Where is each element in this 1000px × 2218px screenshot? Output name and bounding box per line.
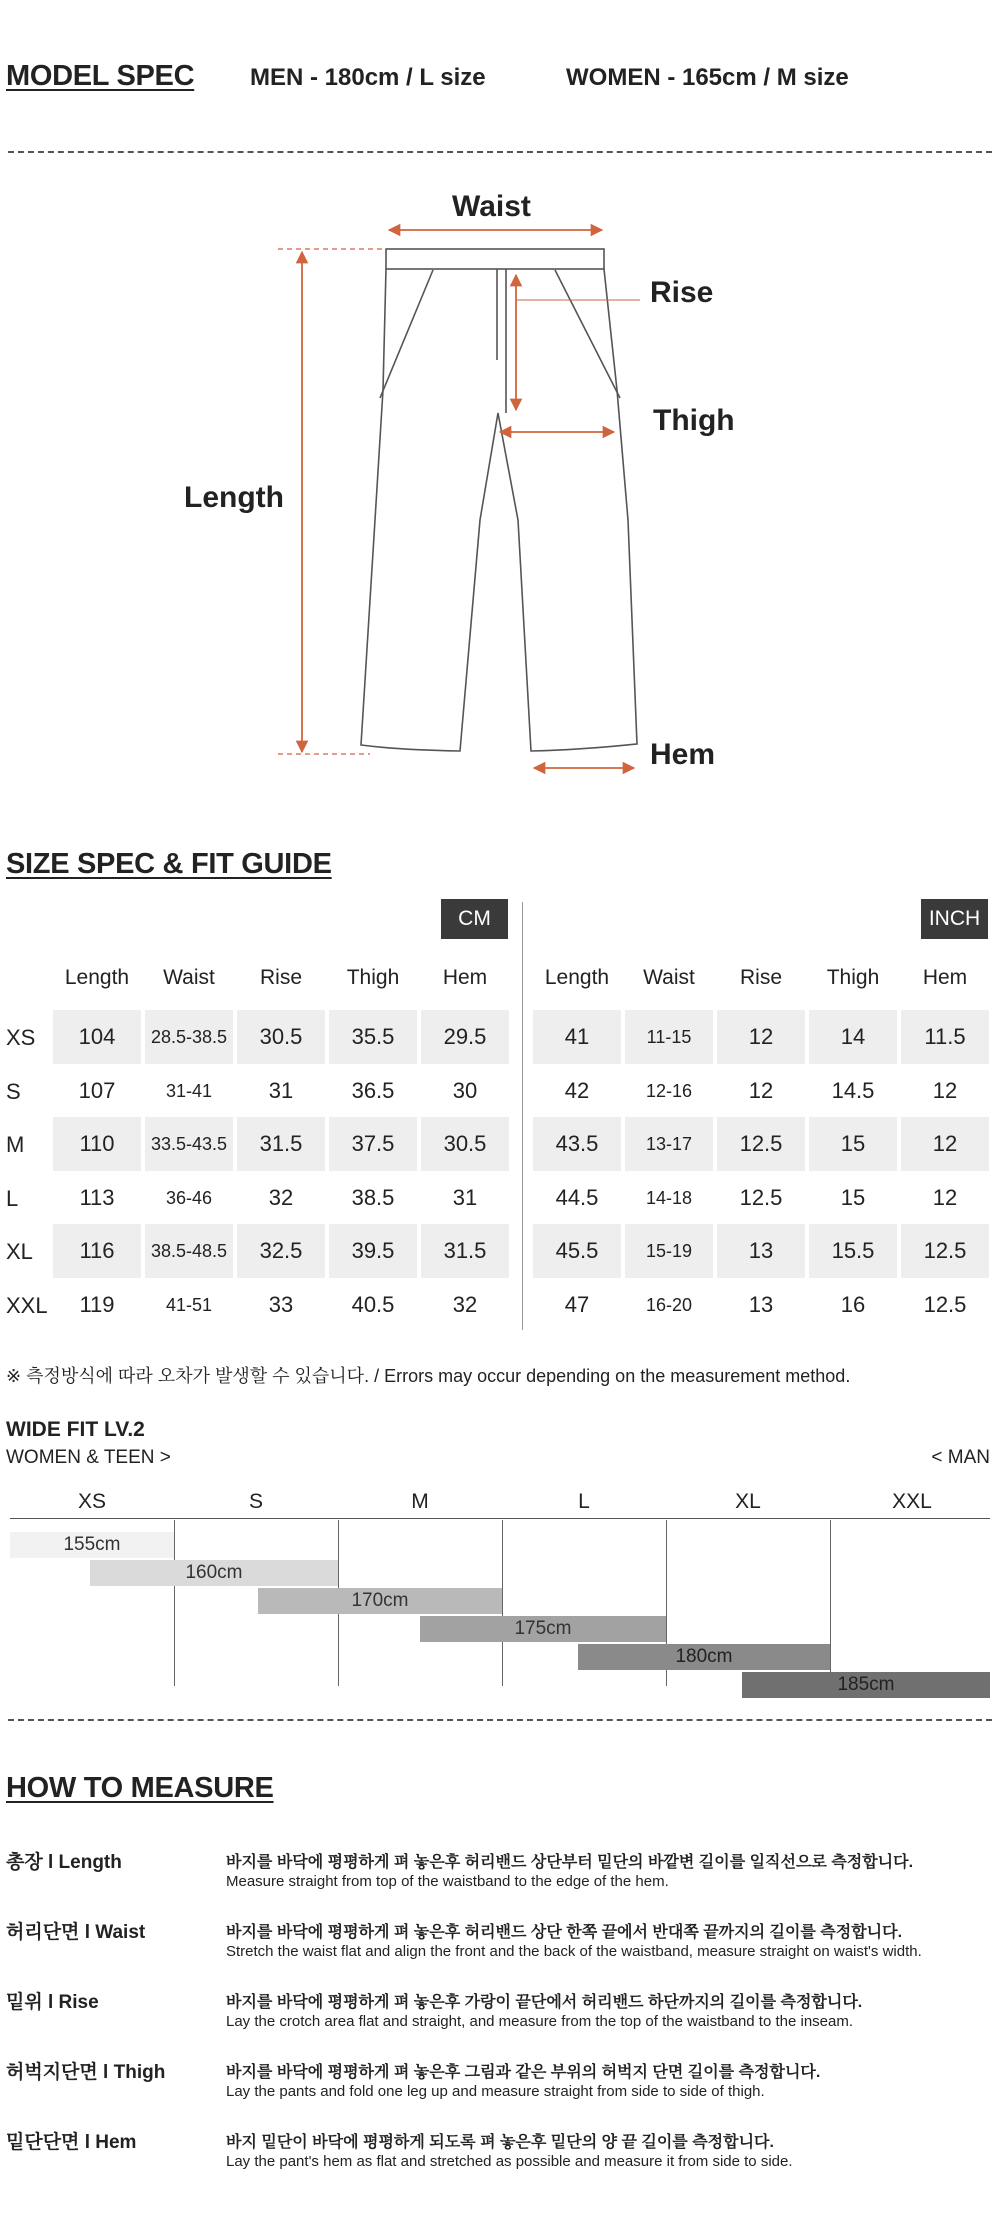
model-spec-title: MODEL SPEC xyxy=(6,60,195,92)
divider xyxy=(8,151,992,153)
cm-cell: 28.5-38.5 xyxy=(145,1010,233,1064)
fit-height-bar: 155cm xyxy=(10,1532,174,1558)
cm-col-header: Rise xyxy=(259,966,302,989)
cm-cell: 113 xyxy=(79,1185,115,1210)
inch-badge: INCH xyxy=(921,899,988,939)
fit-size-label: XS xyxy=(77,1490,106,1513)
inch-cell: 16 xyxy=(840,1292,866,1317)
fit-column-line xyxy=(830,1520,831,1686)
fit-height-bar: 160cm xyxy=(90,1560,338,1586)
inch-cell: 12.5 xyxy=(923,1292,967,1317)
inch-cell: 12-16 xyxy=(645,1081,693,1101)
thigh-label: Thigh xyxy=(653,404,735,437)
fit-height-bar: 180cm xyxy=(578,1644,830,1670)
cm-cell: 41-51 xyxy=(165,1295,213,1315)
inch-cell: 47 xyxy=(564,1292,590,1317)
cm-cell: 110 xyxy=(53,1117,141,1171)
measure-item-korean: 바지를 바닥에 평평하게 펴 놓은후 허리밴드 상단 한쪽 끝에서 반대쪽 끝까지의 길이를 측정합니다. xyxy=(226,1924,903,1941)
inch-col-header: Hem xyxy=(922,966,968,989)
pants-outline xyxy=(361,249,637,751)
inch-col-header: Length xyxy=(544,966,610,989)
cm-cell: 35.5 xyxy=(329,1010,417,1064)
hem-label: Hem xyxy=(650,738,716,771)
cm-cell: 31.5 xyxy=(421,1224,509,1278)
inch-cell: 13 xyxy=(748,1292,774,1317)
how-to-measure-title: HOW TO MEASURE xyxy=(6,1772,274,1804)
rise-label: Rise xyxy=(650,276,714,309)
cm-cell: 107 xyxy=(78,1078,116,1103)
table-divider xyxy=(522,902,523,1330)
cm-cell: 30.5 xyxy=(421,1117,509,1171)
divider xyxy=(8,1719,992,1721)
cm-cell: 119 xyxy=(79,1292,115,1317)
length-label: Length xyxy=(184,481,284,514)
cm-cell: 32 xyxy=(452,1292,478,1317)
measurement-note: ※ 측정방식에 따라 오차가 발생할 수 있습니다. / Errors may occur depending on the measurement method. xyxy=(6,1366,851,1386)
cm-cell: 32 xyxy=(268,1185,294,1210)
inch-col-header: Waist xyxy=(643,966,695,989)
pants-measurement-diagram xyxy=(0,160,1000,800)
cm-cell: 37.5 xyxy=(329,1117,417,1171)
measure-item-english: Lay the pants and fold one leg up and measure straight from side to side of thigh. xyxy=(226,2083,765,2100)
inch-cell: 12.5 xyxy=(901,1224,989,1278)
cm-col-header: Waist xyxy=(163,966,215,989)
inch-cell: 12 xyxy=(717,1010,805,1064)
inch-cell: 16-20 xyxy=(645,1295,693,1315)
model-spec-women: WOMEN - 165cm / M size xyxy=(566,64,849,91)
waistband-shape xyxy=(386,249,604,269)
cm-cell: 32.5 xyxy=(237,1224,325,1278)
measure-item-korean: 바지 밑단이 바닥에 평평하게 되도록 펴 놓은후 밑단의 양 끝 길이를 측정합니다. xyxy=(226,2134,774,2151)
inch-cell: 12 xyxy=(901,1117,989,1171)
inch-cell: 43.5 xyxy=(533,1117,621,1171)
inch-cell: 14 xyxy=(809,1010,897,1064)
cm-cell: 104 xyxy=(53,1010,141,1064)
cm-cell: 33 xyxy=(268,1292,294,1317)
waist-label: Waist xyxy=(452,190,531,223)
inch-cell: 15 xyxy=(809,1117,897,1171)
cm-cell: 36.5 xyxy=(351,1078,395,1103)
inch-cell: 45.5 xyxy=(533,1224,621,1278)
size-spec-title: SIZE SPEC & FIT GUIDE xyxy=(6,848,332,880)
inch-cell: 11-15 xyxy=(625,1010,713,1064)
cm-cell: 36-46 xyxy=(165,1188,213,1208)
fit-size-label: M xyxy=(411,1490,429,1513)
inch-cell: 15-19 xyxy=(625,1224,713,1278)
inch-cell: 13 xyxy=(717,1224,805,1278)
cm-cell: 40.5 xyxy=(351,1292,395,1317)
fit-title: WIDE FIT LV.2 xyxy=(6,1418,145,1441)
cm-cell: 39.5 xyxy=(329,1224,417,1278)
inch-cell: 12 xyxy=(932,1078,958,1103)
measure-item-title: 허벅지단면 l Thigh xyxy=(6,2062,166,2083)
fit-baseline xyxy=(10,1518,990,1519)
measure-item-english: Measure straight from top of the waistband to the edge of the hem. xyxy=(226,1873,669,1890)
measure-item-title: 총장 l Length xyxy=(6,1852,122,1873)
cm-cell: 38.5-48.5 xyxy=(145,1224,233,1278)
cm-cell: 31-41 xyxy=(165,1081,213,1101)
cm-col-header: Thigh xyxy=(346,966,400,989)
size-row-label: XS xyxy=(6,1025,36,1050)
measure-item-english: Lay the crotch area flat and straight, and measure from the top of the waistband to the inseam. xyxy=(226,2013,854,2030)
fit-column-line xyxy=(502,1520,503,1686)
cm-cell: 116 xyxy=(53,1224,141,1278)
cm-col-header: Length xyxy=(64,966,130,989)
model-spec-men: MEN - 180cm / L size xyxy=(250,64,486,91)
cm-cell: 38.5 xyxy=(351,1185,395,1210)
inch-cell: 15.5 xyxy=(809,1224,897,1278)
size-row-label: S xyxy=(6,1079,21,1104)
size-row-label: M xyxy=(6,1132,25,1157)
measure-item-korean: 바지를 바닥에 평평하게 펴 놓은후 허리밴드 상단부터 밑단의 바깥변 길이를 일직선으로 측정합니다. xyxy=(226,1854,914,1871)
inch-cell: 15 xyxy=(840,1185,866,1210)
cm-cell: 31 xyxy=(452,1185,478,1210)
inch-cell: 44.5 xyxy=(555,1185,599,1210)
fit-size-label: XXL xyxy=(892,1490,932,1513)
inch-cell: 11.5 xyxy=(901,1010,989,1064)
measure-item-title: 밑위 l Rise xyxy=(6,1992,99,2013)
cm-col-header: Hem xyxy=(442,966,488,989)
inch-cell: 12 xyxy=(932,1185,958,1210)
measure-item-korean: 바지를 바닥에 평평하게 펴 놓은후 가랑이 끝단에서 허리밴드 하단까지의 길이를 측정합니다. xyxy=(226,1994,863,2011)
fit-size-label: XL xyxy=(735,1490,761,1513)
fit-height-bar: 185cm xyxy=(742,1672,990,1698)
inch-col-header: Thigh xyxy=(826,966,880,989)
cm-cell: 33.5-43.5 xyxy=(145,1117,233,1171)
inch-cell: 12.5 xyxy=(717,1117,805,1171)
measure-item-english: Stretch the waist flat and align the front and the back of the waistband, measure straight on waist's width. xyxy=(226,1943,922,1960)
size-row-label: XL xyxy=(6,1239,33,1264)
cm-cell: 30 xyxy=(452,1078,478,1103)
cm-cell: 31 xyxy=(268,1078,294,1103)
inch-cell: 42 xyxy=(564,1078,590,1103)
cm-cell: 30.5 xyxy=(237,1010,325,1064)
measure-item-title: 밑단단면 l Hem xyxy=(6,2132,137,2153)
cm-cell: 29.5 xyxy=(421,1010,509,1064)
inch-cell: 12.5 xyxy=(739,1185,783,1210)
inch-cell: 13-17 xyxy=(625,1117,713,1171)
inch-cell: 14.5 xyxy=(831,1078,875,1103)
fit-height-bar: 175cm xyxy=(420,1616,666,1642)
fit-size-label: S xyxy=(248,1490,263,1513)
fit-left-label: WOMEN & TEEN > xyxy=(6,1447,171,1468)
measure-item-english: Lay the pant's hem as flat and stretched as possible and measure it from side to side. xyxy=(226,2153,793,2170)
inch-cell: 12 xyxy=(748,1078,774,1103)
size-row-label: L xyxy=(6,1186,19,1211)
inch-cell: 14-18 xyxy=(645,1188,693,1208)
fit-height-bar: 170cm xyxy=(258,1588,502,1614)
inch-cell: 41 xyxy=(533,1010,621,1064)
fit-right-label: < MAN xyxy=(931,1447,990,1468)
cm-cell: 31.5 xyxy=(237,1117,325,1171)
measure-item-korean: 바지를 바닥에 평평하게 펴 놓은후 그림과 같은 부위의 허벅지 단면 길이를 측정합니다. xyxy=(226,2064,821,2081)
cm-badge: CM xyxy=(441,899,508,939)
fit-column-line xyxy=(174,1520,175,1686)
fit-size-label: L xyxy=(578,1490,590,1513)
measure-item-title: 허리단면 l Waist xyxy=(6,1922,146,1943)
size-row-label: XXL xyxy=(6,1293,48,1318)
measurement-arrows xyxy=(278,230,640,768)
inch-col-header: Rise xyxy=(739,966,782,989)
